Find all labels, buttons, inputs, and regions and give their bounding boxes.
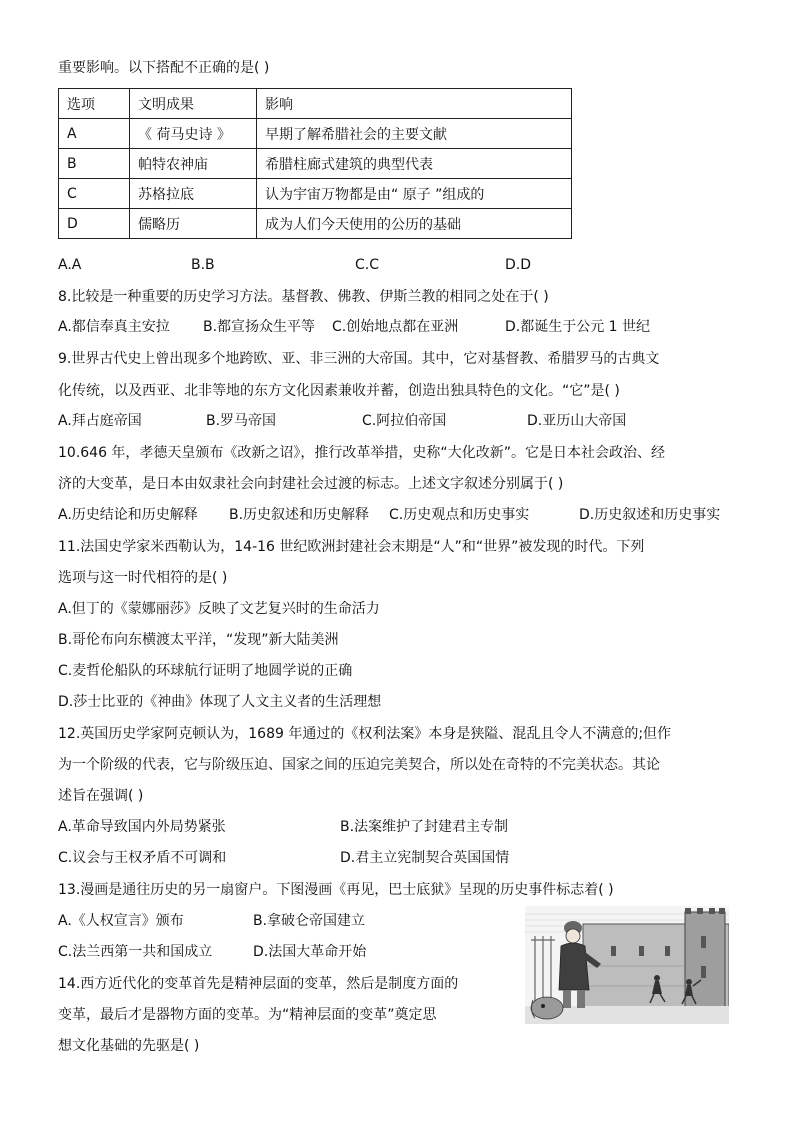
q13-option-d[interactable]: D.法国大革命开始: [253, 944, 367, 960]
q12-option-d[interactable]: D.君主立宪制契合英国国情: [340, 850, 510, 866]
table-cell: 苏格拉底: [130, 179, 257, 209]
q13-option-c[interactable]: C.法兰西第一共和国成立: [58, 944, 213, 960]
table-cell: 儒略历: [130, 209, 257, 239]
q9-option-c[interactable]: C.阿拉伯帝国: [362, 413, 447, 429]
q7-option-d[interactable]: D.D: [505, 257, 532, 273]
q8-option-c[interactable]: C.创始地点都在亚洲: [332, 319, 459, 335]
table-header-cell: 影响: [257, 89, 572, 119]
q14-stem-line2: 变革，最后才是器物方面的变革。为“精神层面的变革”奠定思: [58, 1007, 437, 1023]
table-row: [59, 209, 572, 239]
table-cell: 早期了解希腊社会的主要文献: [257, 119, 572, 149]
table-cell: 成为人们今天使用的公历的基础: [257, 209, 572, 239]
q7-option-a[interactable]: A.A: [58, 257, 82, 273]
table-header-row: [59, 89, 572, 119]
q10-option-d[interactable]: D.历史叙述和历史事实: [579, 507, 721, 523]
table-cell: B: [59, 149, 130, 179]
q9-stem-line1: 9.世界古代史上曾出现多个地跨欧、亚、非三洲的大帝国。其中，它对基督教、希腊罗马的古典文: [58, 351, 660, 367]
q11-option-d[interactable]: D.莎士比亚的《神曲》体现了人文主义者的生活理想: [58, 694, 382, 710]
q10-option-a[interactable]: A.历史结论和历史解释: [58, 507, 198, 523]
bastille-cartoon-image: [525, 906, 729, 1024]
q9-option-b[interactable]: B.罗马帝国: [206, 413, 277, 429]
q11-stem-line2: 选项与这一时代相符的是( ): [58, 570, 228, 586]
q8-stem: 8.比较是一种重要的历史学习方法。基督教、佛教、伊斯兰教的相同之处在于( ): [58, 289, 549, 305]
table-cell: A: [59, 119, 130, 149]
q9-option-a[interactable]: A.拜占庭帝国: [58, 413, 142, 429]
table-header-cell: 文明成果: [130, 89, 257, 119]
table-cell: C: [59, 179, 130, 209]
q14-stem-line1: 14.西方近代化的变革首先是精神层面的变革，然后是制度方面的: [58, 976, 459, 992]
q12-stem-line3: 述旨在强调( ): [58, 788, 144, 804]
q11-option-a[interactable]: A.但丁的《蒙娜丽莎》反映了文艺复兴时的生命活力: [58, 601, 380, 617]
q13-option-b[interactable]: B.拿破仑帝国建立: [253, 913, 366, 929]
table-cell: 帕特农神庙: [130, 149, 257, 179]
q12-option-b[interactable]: B.法案维护了封建君主专制: [340, 819, 509, 835]
q9-option-d[interactable]: D.亚历山大帝国: [527, 413, 627, 429]
table-cell: D: [59, 209, 130, 239]
q10-option-b[interactable]: B.历史叙述和历史解释: [229, 507, 370, 523]
q9-stem-line2: 化传统，以及西亚、北非等地的东方文化因素兼收并蓄，创造出独具特色的文化。“它”是( ): [58, 383, 620, 399]
q14-stem-line3: 想文化基础的先驱是( ): [58, 1038, 200, 1054]
table-row: [59, 179, 572, 209]
q7-stem-tail: 重要影响。以下搭配不正确的是( ): [58, 60, 270, 76]
q12-stem-line1: 12.英国历史学家阿克顿认为，1689 年通过的《权利法案》本身是狭隘、混乱且令人不满意的;但作: [58, 726, 672, 742]
civilization-table: [58, 88, 572, 239]
q13-stem: 13.漫画是通往历史的另一扇窗户。下图漫画《再见，巴士底狱》呈现的历史事件标志着( ): [58, 882, 614, 898]
table-cell: 《 荷马史诗 》: [130, 119, 257, 149]
table-cell: 希腊柱廊式建筑的典型代表: [257, 149, 572, 179]
q13-option-a[interactable]: A.《人权宣言》颁布: [58, 913, 184, 929]
q8-option-b[interactable]: B.都宣扬众生平等: [203, 319, 316, 335]
q11-option-c[interactable]: C.麦哲伦船队的环球航行证明了地圆学说的正确: [58, 663, 353, 679]
q8-option-a[interactable]: A.都信奉真主安拉: [58, 319, 170, 335]
q11-stem-line1: 11.法国史学家米西勒认为，14-16 世纪欧洲封建社会末期是“人”和“世界”被发现的时代。下列: [58, 539, 645, 555]
table-row: [59, 119, 572, 149]
q7-option-b[interactable]: B.B: [191, 257, 215, 273]
q10-option-c[interactable]: C.历史观点和历史事实: [389, 507, 530, 523]
table-cell: 认为宇宙万物都是由“ 原子 ”组成的: [257, 179, 572, 209]
q12-option-a[interactable]: A.革命导致国内外局势紧张: [58, 819, 226, 835]
table-header-cell: 选项: [59, 89, 130, 119]
q10-stem-line1: 10.646 年，孝德天皇颁布《改新之诏》，推行改革举措，史称“大化改新”。它是日本社会政治、经: [58, 445, 665, 461]
q12-stem-line2: 为一个阶级的代表，它与阶级压迫、国家之间的压迫完美契合，所以处在奇特的不完美状态。其论: [58, 757, 660, 773]
q7-option-c[interactable]: C.C: [355, 257, 380, 273]
table-row: [59, 149, 572, 179]
q8-option-d[interactable]: D.都诞生于公元 1 世纪: [505, 319, 651, 335]
q10-stem-line2: 济的大变革，是日本由奴隶社会向封建社会过渡的标志。上述文字叙述分别属于( ): [58, 476, 564, 492]
q12-option-c[interactable]: C.议会与王权矛盾不可调和: [58, 850, 227, 866]
q11-option-b[interactable]: B.哥伦布向东横渡太平洋，“发现”新大陆美洲: [58, 632, 339, 648]
